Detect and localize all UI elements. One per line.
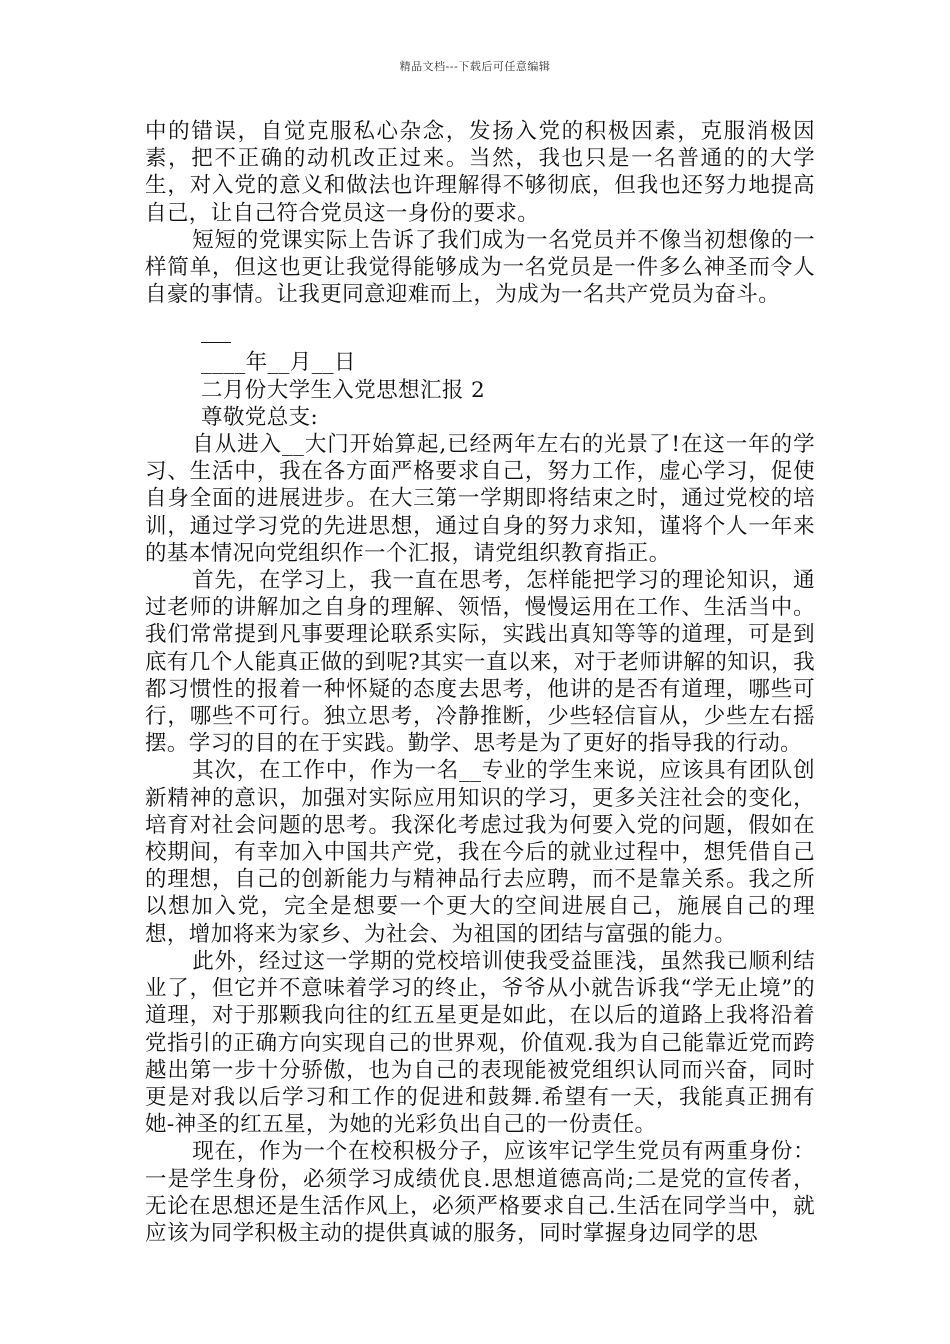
report-title: 二月份大学生入党思想汇报 2 bbox=[201, 377, 486, 403]
paragraph-gap bbox=[145, 308, 815, 335]
document-body bbox=[145, 118, 815, 1247]
salutation: 尊敬党总支: bbox=[201, 404, 319, 430]
paragraph-1: 中的错误，自觉克服私心杂念，发扬入党的积极因素，克服消极因素，把不正确的动机改正过来。当然，我也只是一名普通的的大学生，对入党的意义和做法也许理解得不够彻底，但我也还努力地提高自己，让自己符合党员这一身份的要求。 bbox=[145, 119, 815, 226]
paragraph-3: 自从进入__大门开始算起,已经两年左右的光景了!在这一年的学习、生活中，我在各方面严格要求自己，努力工作，虚心学习，促使自身全面的进展进步。在大三第一学期即将结束之时，通过党校的培训，通过学习党的先进思想，通过自身的努力求知，谨将个人一年来的基本情况向党组织作一个汇报，请党组织教育指正。 bbox=[145, 432, 815, 566]
paragraph-6: 此外，经过这一学期的党校培训使我受益匪浅，虽然我已顺利结业了，但它并不意味着学习的终止，爷爷从小就告诉我“学无止境”的道理，对于那颗我向往的红五星更是如此，在以后的道路上我将沿着党指引的正确方向实现自己的世界观，价值观.我为自己能靠近党而跨越出第一步十分骄傲，也为自己的表现能被党组织认同而兴奋，同时更是对我以后学习和工作的促进和鼓舞.希望有一天，我能真正拥有她-神圣的红五星，为她的光彩负出自己的一份责任。 bbox=[145, 948, 815, 1138]
paragraph-2: 短短的党课实际上告诉了我们成为一名党员并不像当初想像的一样简单，但这也更让我觉得能够成为一名党员是一件多么神圣而令人自豪的事情。让我更同意迎难而上，为成为一名共产党员为奋斗。 bbox=[145, 227, 815, 308]
page-header: 精品文档---下载后可任意编辑 bbox=[399, 60, 551, 73]
paragraph-5: 其次，在工作中，作为一名__专业的学生来说，应该具有团队创新精神的意识，加强对实际应用知识的学习，更多关注社会的变化，培育对社会问题的思考。我深化考虑过我为何要入党的问题，假如在校期间，有幸加入中国共产党，我在今后的就业过程中，想凭借自己的理想，自己的创新能力与精神品行去应聘，而不是靠关系。我之所以想加入党，完全是想要一个更大的空间进展自己，施展自己的理想，增加将来为家乡、为社会、为祖国的团结与富强的能力。 bbox=[145, 758, 815, 947]
date-line: ____年__月__日 bbox=[201, 350, 356, 376]
signature-blank-line bbox=[145, 335, 815, 349]
paragraph-4: 首先，在学习上，我一直在思考，怎样能把学习的理论知识，通过老师的讲解加之自身的理解、领悟，慢慢运用在工作、生活当中。我们常常提到凡事要理论联系实际，实践出真知等等的道理，可是到底有几个人能真正做的到呢?其实一直以来，对于老师讲解的知识，我都习惯性的报着一种怀疑的态度去思考，他讲的是否有道理，哪些可行，哪些不可行。独立思考，冷静推断，少些轻信盲从，少些左右摇摆。学习的目的在于实践。勤学、思考是为了更好的指导我的行动。 bbox=[145, 568, 815, 757]
paragraph-7: 现在，作为一个在校积极分子，应该牢记学生党员有两重身份：一是学生身份，必须学习成绩优良.思想道德高尚;二是党的宣传者，无论在思想还是生活作风上，必须严格要求自己.生活在同学当中，就应该为同学积极主动的提供真诚的服务，同时掌握身边同学的思 bbox=[145, 1139, 815, 1246]
